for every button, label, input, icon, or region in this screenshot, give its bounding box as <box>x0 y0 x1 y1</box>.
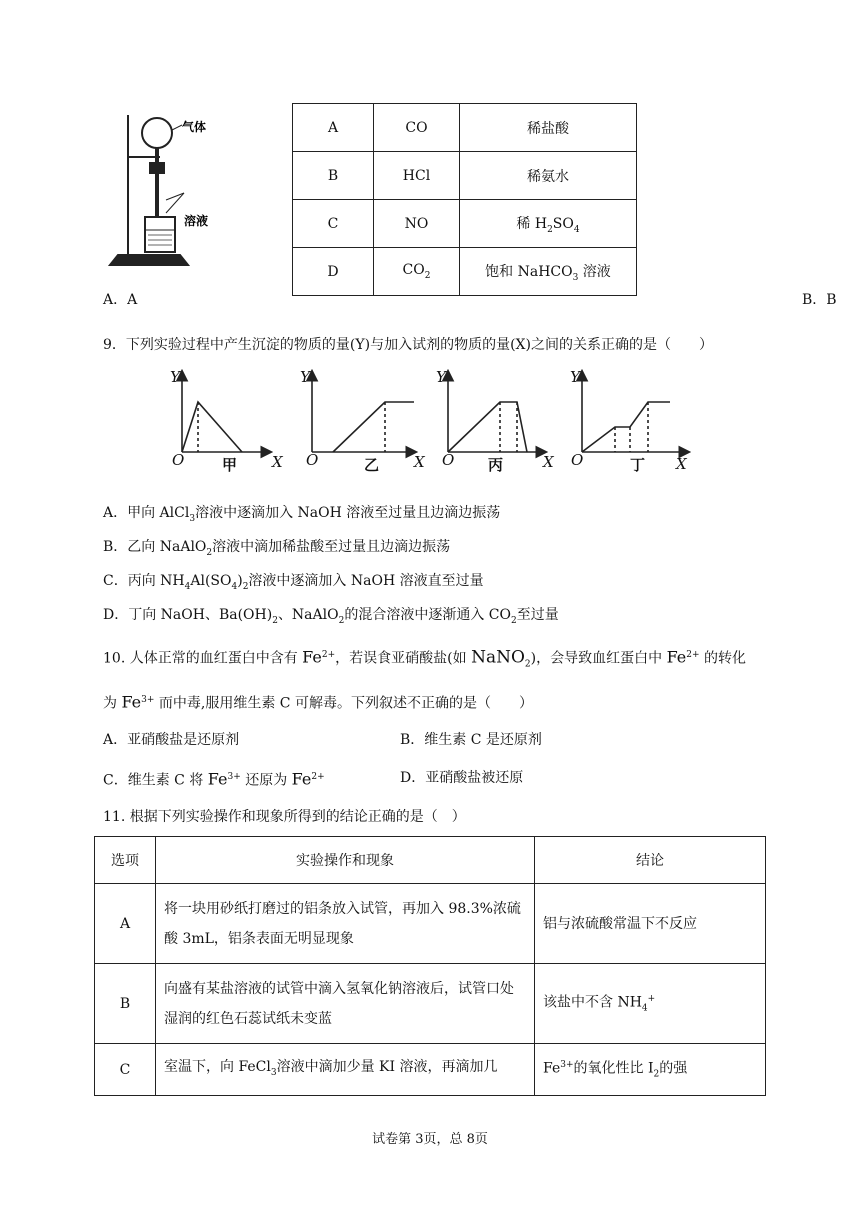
gas-label: 气体 <box>182 120 207 134</box>
option-cell: D <box>293 248 374 296</box>
x-axis-label: X <box>414 453 425 471</box>
q10-option-a[interactable]: A．亚硝酸盐是还原剂 <box>103 732 240 748</box>
option-cell: C <box>293 200 374 248</box>
conclusion-cell: $Fe^{3+}$的氧化性比 $I_2$的强 <box>535 1044 766 1096</box>
q10-option-b[interactable]: B．维生素 C 是还原剂 <box>400 732 542 748</box>
q9-option-a[interactable]: A．甲向 AlCl$_3$溶液中逐滴加入 NaOH 溶液至过量且边滴边振荡 <box>103 505 501 524</box>
column-header: 实验操作和现象 <box>156 837 535 884</box>
table-row <box>293 152 637 200</box>
q9-option-b[interactable]: B．乙向 NaAlO$_2$溶液中滴加稀盐酸至过量且边滴边振荡 <box>103 539 451 558</box>
x-axis-label: X <box>676 455 687 473</box>
table-row <box>95 964 766 1044</box>
table-row <box>293 200 637 248</box>
operation-cell: 室温下，向 FeCl$_3$溶液中滴加少量 KI 溶液，再滴加几 <box>156 1044 535 1096</box>
y-axis-label: Y <box>170 368 180 386</box>
x-axis-label: X <box>543 453 554 471</box>
q10-option-d[interactable]: D．亚硝酸盐被还原 <box>400 770 524 786</box>
q10-stem-line1: 10. 人体正常的血红蛋白中含有 $Fe^{2+}$，若误食亚硝酸盐(如 NaNO$_2$)，会导致血红蛋白中 $Fe^{2+}$ 的转化 <box>103 647 746 670</box>
gas-cell: NO <box>374 200 460 248</box>
graph-label: 丁 <box>630 456 646 474</box>
origin-label: O <box>571 451 584 469</box>
origin-label: O <box>306 451 319 469</box>
gas-cell: HCl <box>374 152 460 200</box>
column-header: 选项 <box>95 837 156 884</box>
column-header: 结论 <box>535 837 766 884</box>
y-axis-label: Y <box>570 368 580 386</box>
table-row <box>293 248 637 296</box>
solution-cell: 饱和 NaHCO$_3$ 溶液 <box>460 248 637 296</box>
table-header-row <box>95 837 766 884</box>
q9-stem: 9．下列实验过程中产生沉淀的物质的量(Y)与加入试剂的物质的量(X)之间的关系正确的是（ ） <box>103 337 713 353</box>
y-axis-label: Y <box>436 368 446 386</box>
q8-option-b[interactable]: B．B <box>802 292 837 308</box>
page-footer: 试卷第 3页，总 8页 <box>372 1132 488 1147</box>
operation-cell: 向盛有某盐溶液的试管中滴入氢氧化钠溶液后，试管口处湿润的红色石蕊试纸未变蓝 <box>156 964 535 1044</box>
y-axis-label: Y <box>300 368 310 386</box>
q11-stem: 11. 根据下列实验操作和现象所得到的结论正确的是（ ） <box>103 809 466 825</box>
solution-label: 溶液 <box>184 214 209 228</box>
q9-option-c[interactable]: C．丙向 $NH_4Al(SO_4)_2$溶液中逐滴加入 NaOH 溶液直至过量 <box>103 573 484 592</box>
table-row <box>293 104 637 152</box>
graph-label: 乙 <box>364 456 380 474</box>
graph-label: 甲 <box>222 456 238 474</box>
q10-option-c[interactable]: C．维生素 C 将 $Fe^{3+}$ 还原为 $Fe^{2+}$ <box>103 769 325 789</box>
option-cell: B <box>293 152 374 200</box>
q8-table <box>292 103 637 296</box>
x-axis-label: X <box>272 453 283 471</box>
q9-option-d[interactable]: D．丁向 NaOH、$Ba(OH)_2$、NaAlO$_2$的混合溶液中逐渐通入 $CO_2$至过量 <box>103 607 559 626</box>
origin-label: O <box>442 451 455 469</box>
q9-graphs <box>160 362 705 477</box>
option-cell: A <box>95 884 156 964</box>
option-cell: B <box>95 964 156 1044</box>
option-cell: C <box>95 1044 156 1096</box>
apparatus-figure <box>100 105 230 275</box>
option-cell: A <box>293 104 374 152</box>
q11-table <box>94 836 766 1096</box>
conclusion-cell: 该盐中不含 $NH_4^+$ <box>535 964 766 1044</box>
table-row <box>95 1044 766 1096</box>
operation-cell: 将一块用砂纸打磨过的铝条放入试管，再加入 98.3%浓硫酸 3mL，铝条表面无明显现象 <box>156 884 535 964</box>
gas-cell: $CO_2$ <box>374 248 460 296</box>
solution-cell: 稀 $H_2SO_4$ <box>460 200 637 248</box>
solution-cell: 稀盐酸 <box>460 104 637 152</box>
q8-option-a[interactable]: A．A <box>103 292 138 308</box>
solution-cell: 稀氨水 <box>460 152 637 200</box>
origin-label: O <box>172 451 185 469</box>
conclusion-cell: 铝与浓硫酸常温下不反应 <box>535 884 766 964</box>
graph-label: 丙 <box>488 456 504 474</box>
gas-cell: CO <box>374 104 460 152</box>
q10-stem-line2: 为 $Fe^{3+}$ 而中毒,服用维生素 C 可解毒。下列叙述不正确的是（ ） <box>103 692 533 712</box>
table-row <box>95 884 766 964</box>
